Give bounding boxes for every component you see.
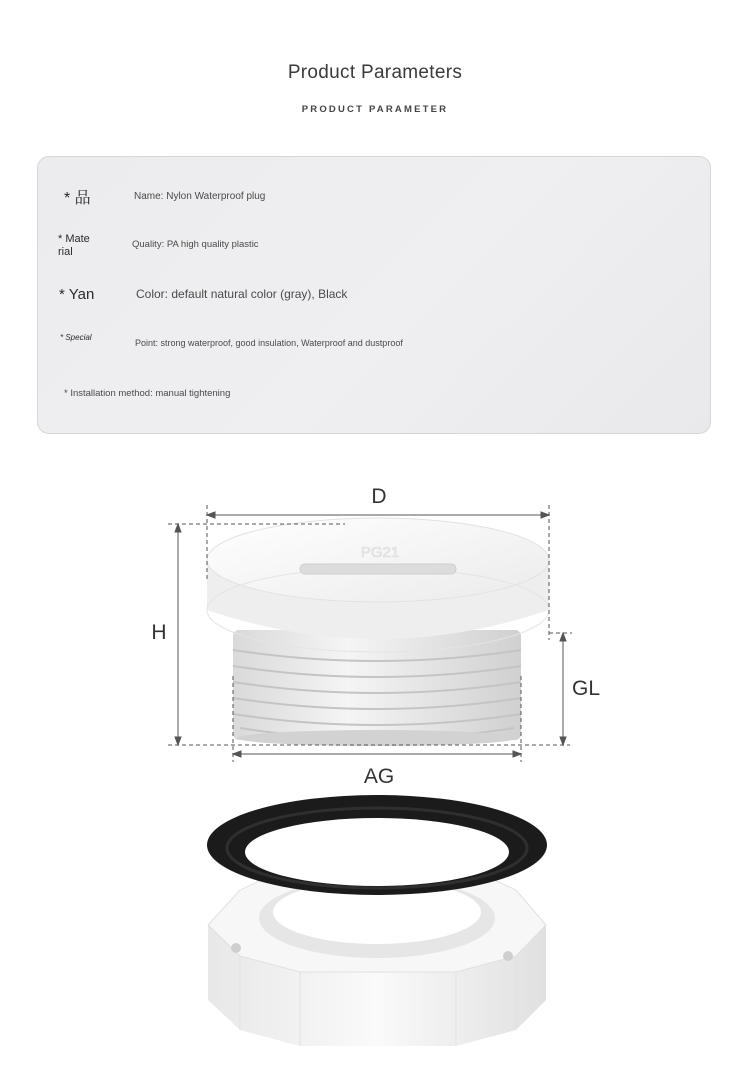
dim-label-h: H <box>151 621 167 644</box>
page-title: Product Parameters <box>287 62 463 83</box>
product-diagram <box>0 470 750 1067</box>
material-value: Quality: PA high quality plastic <box>132 239 259 250</box>
cap-marking: PG21 <box>360 544 400 561</box>
special-value: Point: strong waterproof, good insulation, Waterproof and dustproof <box>135 338 403 348</box>
material-label: * Mate rial <box>58 233 90 258</box>
special-label: * Special <box>60 333 92 342</box>
name-value: Name: Nylon Waterproof plug <box>134 191 266 202</box>
dim-label-gl: GL <box>571 677 601 700</box>
dim-label-d: D <box>371 485 387 508</box>
color-value: Color: default natural color (gray), Black <box>136 287 348 301</box>
dim-label-ag: AG <box>363 765 395 788</box>
name-label: * 品 <box>64 190 91 207</box>
color-label: * Yan <box>59 286 95 303</box>
installation-text: * Installation method: manual tightening <box>64 388 231 399</box>
sealing-gasket <box>207 795 547 895</box>
page-subtitle: PRODUCT PARAMETER <box>301 104 449 115</box>
parameters-panel <box>37 156 711 434</box>
plug-body <box>207 518 549 746</box>
